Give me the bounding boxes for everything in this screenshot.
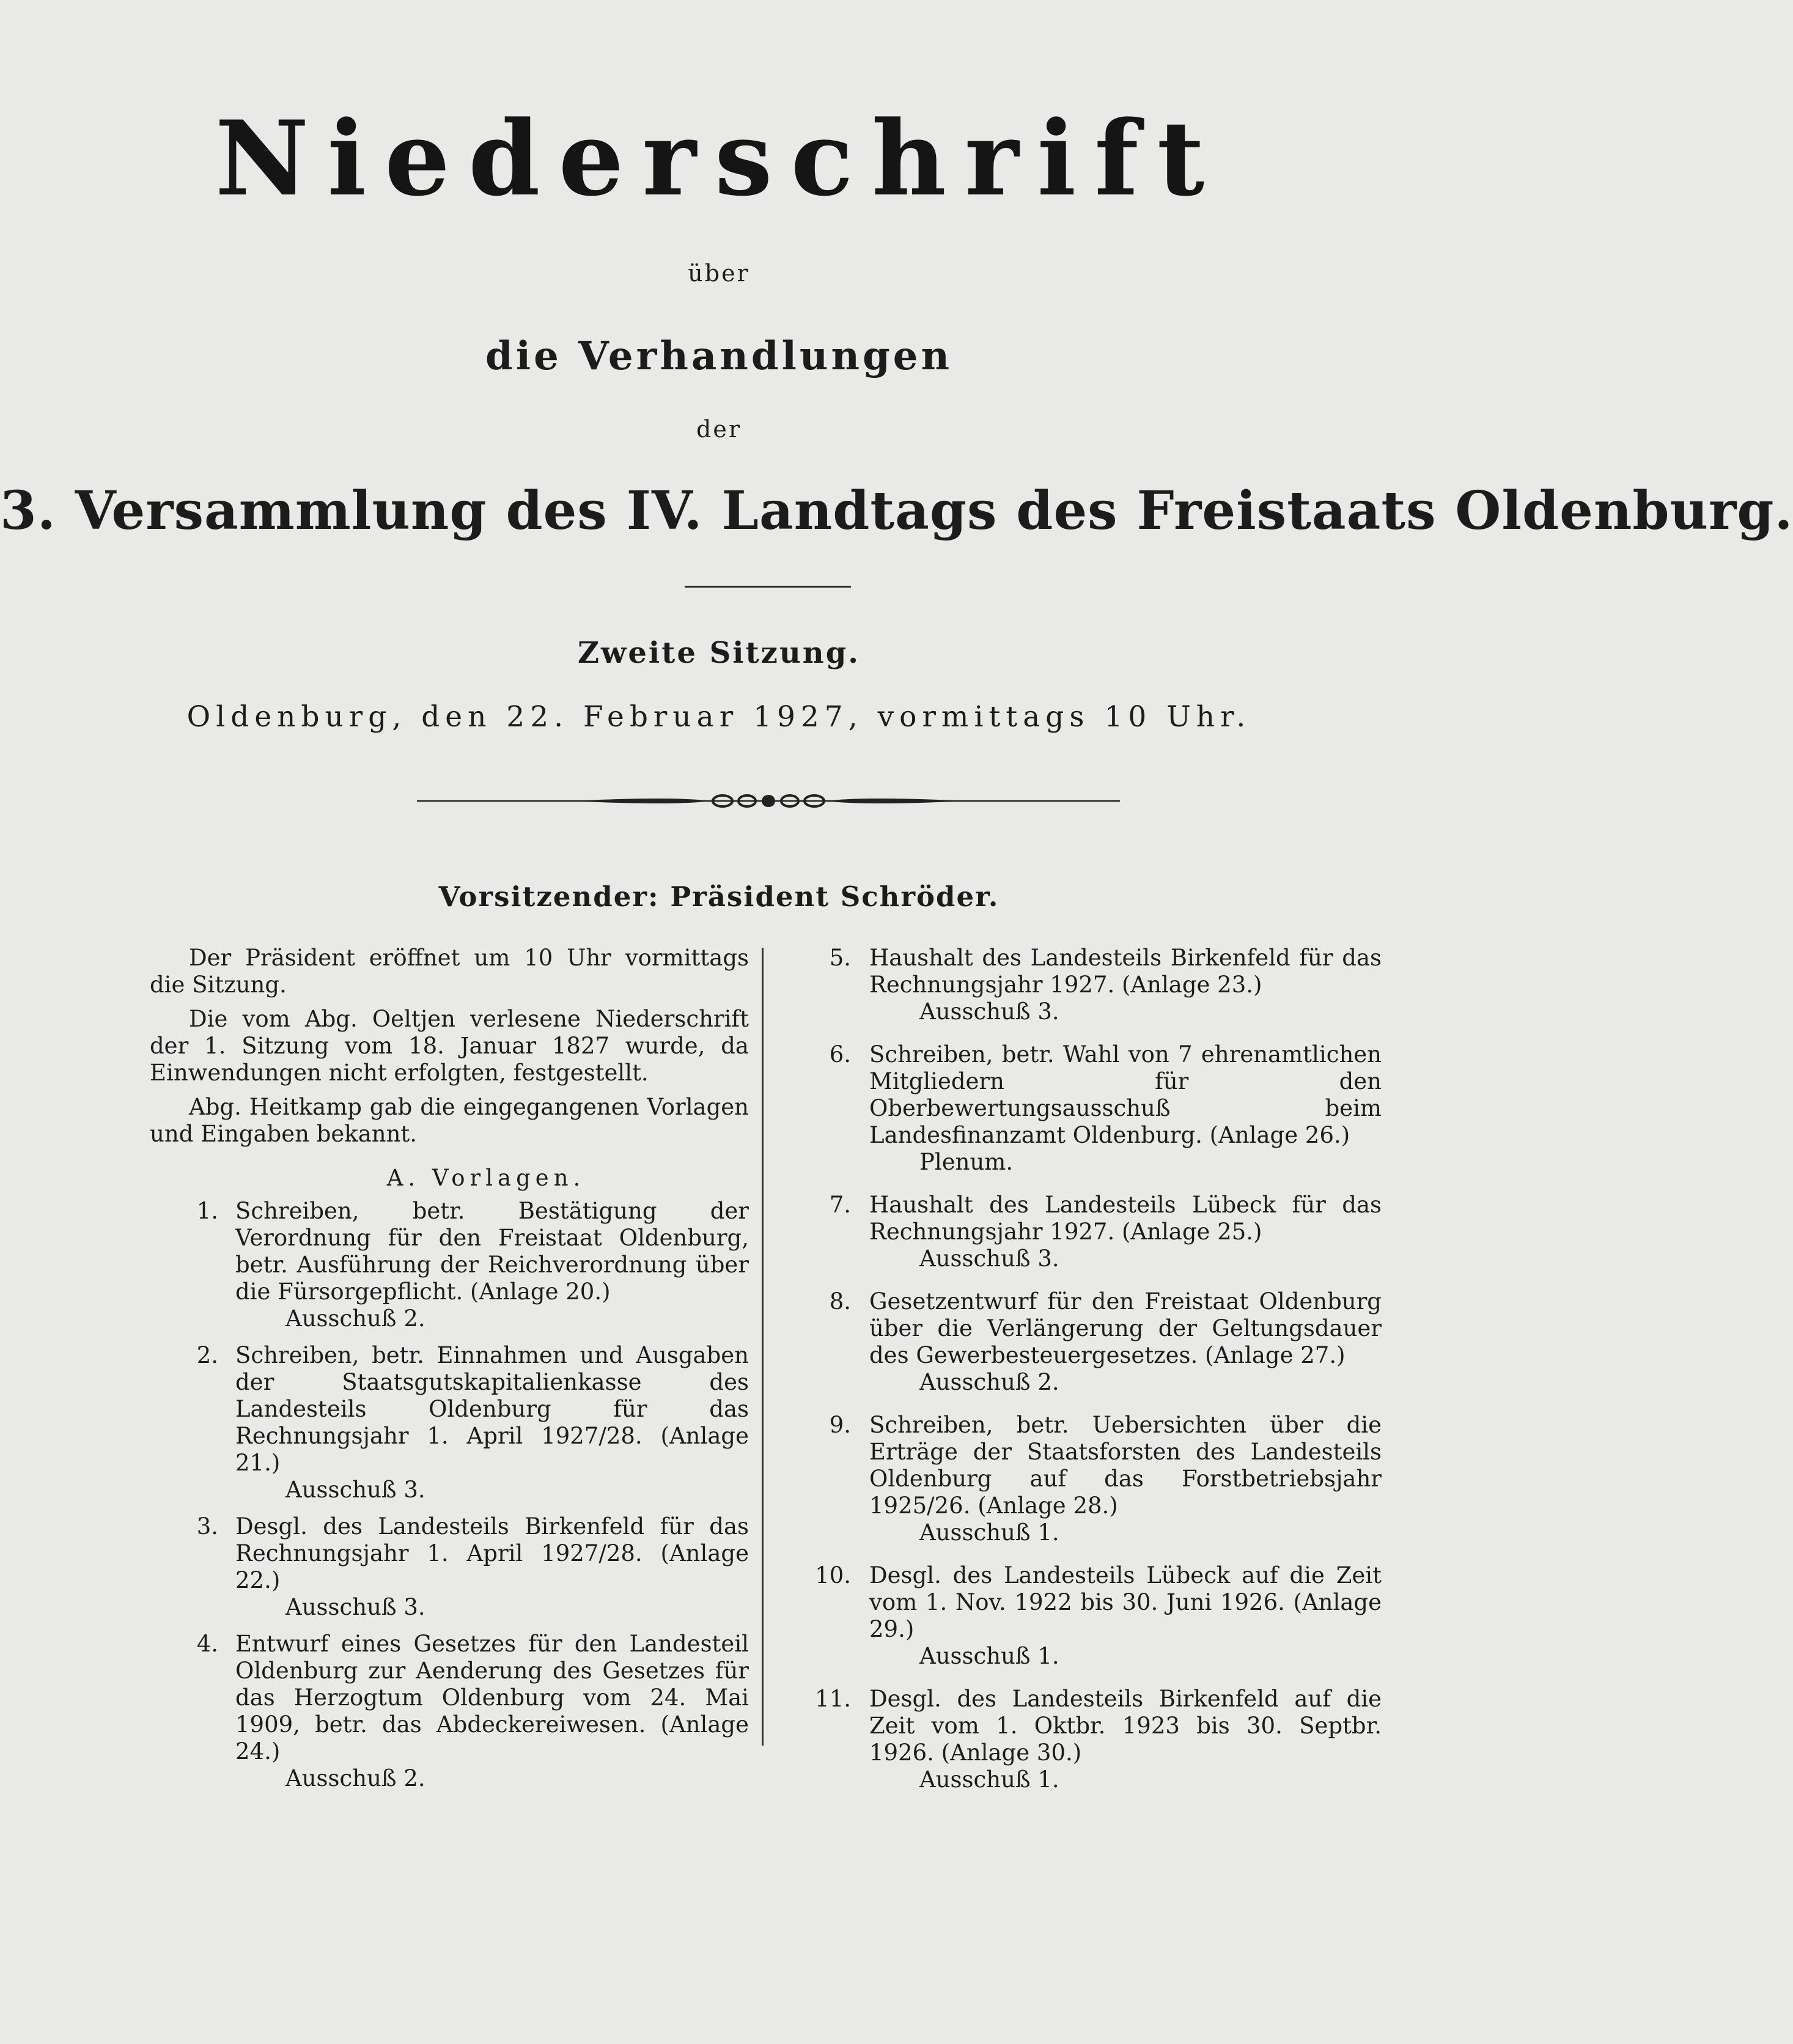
list-item (150, 1342, 749, 1503)
item-referral: Ausschuß 3. (919, 998, 1059, 1025)
intro-paragraph: Die vom Abg. Oeltjen verlesene Niederschrift der 1. Sitzung vom 18. Januar 1827 wurde, da Einwendungen nicht erfolgten, festgestellt. (150, 1006, 749, 1086)
column-divider (762, 948, 764, 1746)
item-referral: Ausschuß 2. (285, 1765, 425, 1791)
list-item (802, 1562, 1382, 1670)
session-heading: Zweite Sitzung. (578, 636, 860, 670)
item-referral: Ausschuß 3. (285, 1477, 425, 1503)
item-referral: Ausschuß 1. (919, 1766, 1059, 1793)
item-number: 10. (815, 1562, 851, 1588)
item-referral: Ausschuß 3. (919, 1245, 1059, 1272)
item-number: 6. (829, 1041, 851, 1068)
item-text: Desgl. des Landesteils Lübeck auf die Zeit vom 1. Nov. 1922 bis 30. Juni 1926. (Anlage 29.) (869, 1562, 1382, 1642)
item-referral: Ausschuß 2. (285, 1305, 425, 1332)
item-referral: Ausschuß 3. (285, 1594, 425, 1620)
intro-paragraph: Abg. Heitkamp gab die eingegangenen Vorlagen und Eingaben bekannt. (150, 1094, 749, 1147)
item-number: 7. (829, 1192, 851, 1218)
item-number: 3. (196, 1513, 218, 1540)
item-number: 8. (829, 1288, 851, 1315)
dateline: Oldenburg, den 22. Februar 1927, vormittags 10 Uhr. (186, 700, 1251, 734)
list-item (802, 1041, 1382, 1176)
item-referral: Ausschuß 2. (919, 1369, 1059, 1395)
section-heading: A. Vorlagen. (386, 1165, 586, 1191)
list-item (150, 1513, 749, 1621)
chair-line: Vorsitzender: Präsident Schröder. (438, 880, 1000, 913)
item-text: Schreiben, betr. Einnahmen und Ausgaben der Staatsgutskapitalienkasse des Landesteils Oldenburg für das Rechnungsjahr 1. April 1927/28. (Anlage 21.) (235, 1342, 749, 1476)
list-item (802, 1192, 1382, 1272)
short-rule-divider (685, 586, 851, 588)
assembly-title: 3. Versammlung des IV. Landtags des Freistaats Oldenburg. (0, 480, 1793, 542)
item-text: Haushalt des Landesteils Lübeck für das Rechnungsjahr 1927. (Anlage 25.) (869, 1192, 1382, 1245)
item-text: Entwurf eines Gesetzes für den Landesteil Oldenburg zur Aenderung des Gesetzes für das Herzogtum Oldenburg vom 24. Mai 1909, betr. das Abdeckereiwesen. (Anlage 24.) (235, 1631, 749, 1765)
list-item (802, 1412, 1382, 1546)
connector-der: der (696, 416, 742, 443)
item-referral: Ausschuß 1. (919, 1643, 1059, 1669)
intro-paragraph: Der Präsident eröffnet um 10 Uhr vormittags die Sitzung. (150, 945, 749, 998)
item-number: 11. (815, 1686, 851, 1712)
item-text: Schreiben, betr. Bestätigung der Verordnung für den Freistaat Oldenburg, betr. Ausführung der Reichverordnung über die Fürsorgepflicht. (Anlage 20.) (235, 1198, 749, 1305)
left-column (150, 945, 749, 1802)
list-item (802, 945, 1382, 1025)
subtitle: die Verhandlungen (485, 333, 952, 379)
item-text: Haushalt des Landesteils Birkenfeld für das Rechnungsjahr 1927. (Anlage 23.) (869, 945, 1382, 998)
item-number: 5. (829, 945, 851, 971)
item-text: Desgl. des Landesteils Birkenfeld für das Rechnungsjahr 1. April 1927/28. (Anlage 22.) (235, 1513, 749, 1593)
ornamental-divider (417, 789, 1120, 813)
right-column (802, 945, 1382, 1809)
item-number: 2. (196, 1342, 218, 1368)
item-referral: Plenum. (919, 1149, 1014, 1175)
list-item (150, 1631, 749, 1792)
list-item (802, 1686, 1382, 1793)
item-number: 4. (196, 1631, 218, 1657)
list-item (150, 1198, 749, 1332)
connector-ueber: über (688, 260, 750, 287)
item-text: Desgl. des Landesteils Birkenfeld auf die Zeit vom 1. Oktbr. 1923 bis 30. Septbr. 1926. (Anlage 30.) (869, 1686, 1382, 1766)
item-referral: Ausschuß 1. (919, 1519, 1059, 1546)
list-item (802, 1288, 1382, 1396)
item-text: Schreiben, betr. Wahl von 7 ehrenamtlichen Mitgliedern für den Oberbewertungsausschuß beim Landesfinanzamt Oldenburg. (Anlage 26.) (869, 1041, 1382, 1148)
item-text: Schreiben, betr. Uebersichten über die Erträge der Staatsforsten des Landesteils Oldenburg auf das Forstbetriebsjahr 1925/26. (Anlage 28.) (869, 1412, 1382, 1519)
item-text: Gesetzentwurf für den Freistaat Oldenburg über die Verlängerung der Geltungsdauer des Gewerbesteuergesetzes. (Anlage 27.) (869, 1288, 1382, 1368)
item-number: 9. (829, 1412, 851, 1438)
item-number: 1. (196, 1198, 218, 1224)
document-title: Niederschrift (215, 98, 1223, 219)
